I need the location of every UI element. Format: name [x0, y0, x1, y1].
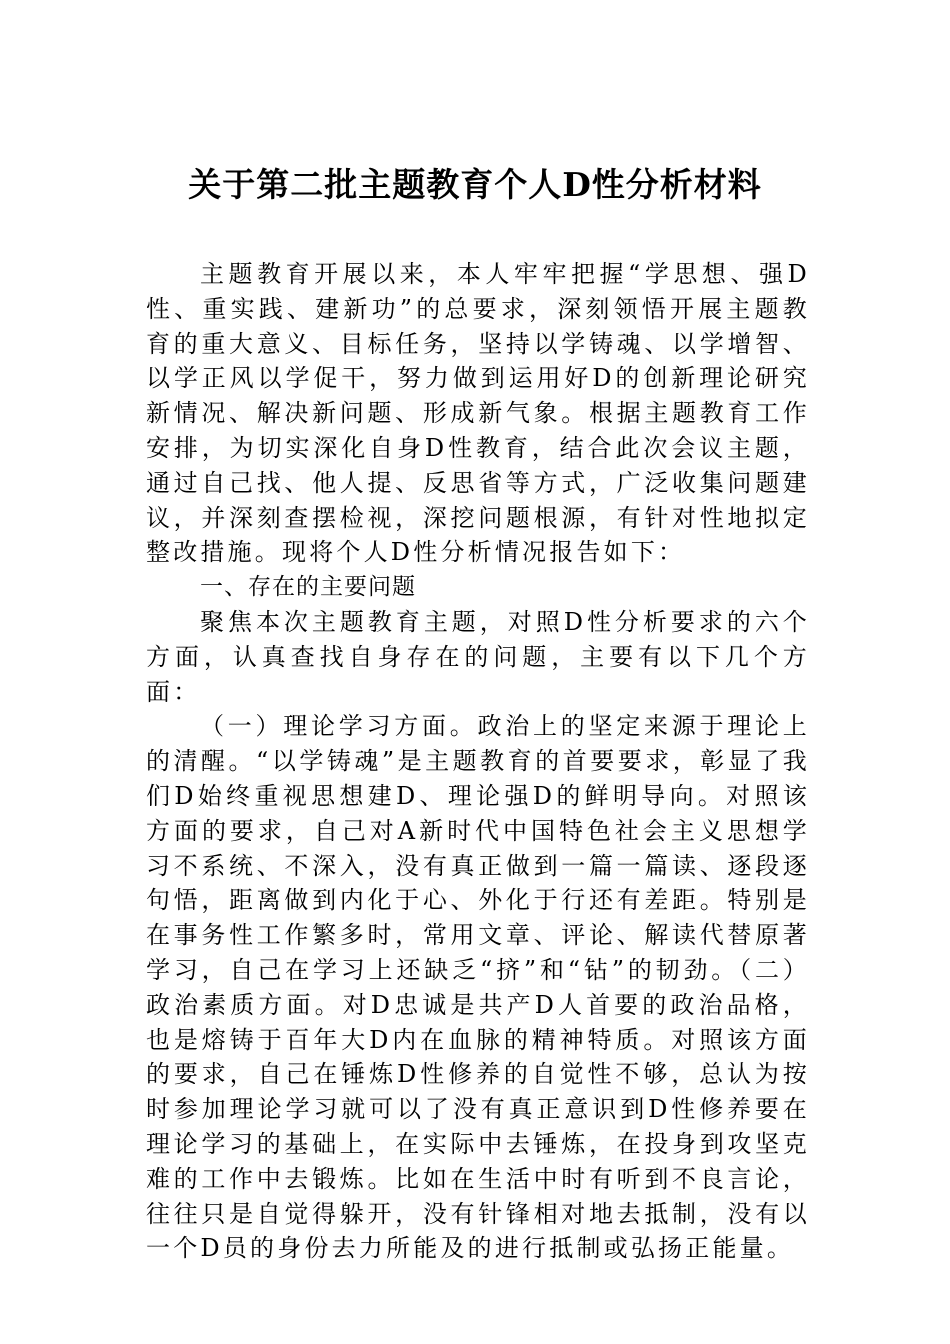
document-title: 关于第二批主题教育个人D性分析材料: [188, 165, 762, 204]
intro-paragraph: 主题教育开展以来，本人牢牢把握“学思想、强D性、重实践、建新功”的总要求，深刻领悟开展主题教育的重大意义、目标任务，坚持以学铸魂、以学增智、以学正风以学促干，努力做到运用好D的创新理论研究新情况、解决新问题、形成新气象。根据主题教育工作安排，为切实深化自身D性教育，结合此次会议主题，通过自己找、他人提、反思省等方式，广泛收集问题建议，并深刻查摆检视，深挖问题根源，有针对性地拟定整改措施。现将个人D性分析情况报告如下：: [146, 260, 810, 567]
section-body-paragraph: （一）理论学习方面。政治上的坚定来源于理论上的清醒。“以学铸魂”是主题教育的首要要求，彰显了我们D始终重视思想建D、理论强D的鲜明导向。对照该方面的要求，自己对A新时代中国特色社会主义思想学习不系统、不深入，没有真正做到一篇一篇读、逐段逐句悟，距离做到内化于心、外化于行还有差距。特别是在事务性工作繁多时，常用文章、评论、解读代替原著学习，自己在学习上还缺乏“挤”和“钻”的韧劲。（二）政治素质方面。对D忠诚是共产D人首要的政治品格，也是熔铸于百年大D内在血脉的精神特质。对照该方面的要求，自己在锤炼D性修养的自觉性不够，总认为按时参加理论学习就可以了没有真正意识到D性修养要在理论学习的基础上，在实际中去锤炼，在投身到攻坚克难的工作中去锻炼。比如在生活中时有听到不良言论，往往只是自觉得躲开，没有针锋相对地去抵制，没有以一个D员的身份去力所能及的进行抵制或弘扬正能量。: [146, 712, 810, 1263]
section-heading-problems: 一、存在的主要问题: [200, 574, 416, 601]
section-intro-paragraph: 聚焦本次主题教育主题，对照D性分析要求的六个方面，认真查找自身存在的问题，主要有以下几个方面：: [146, 607, 810, 706]
document-body: [146, 257, 810, 1266]
